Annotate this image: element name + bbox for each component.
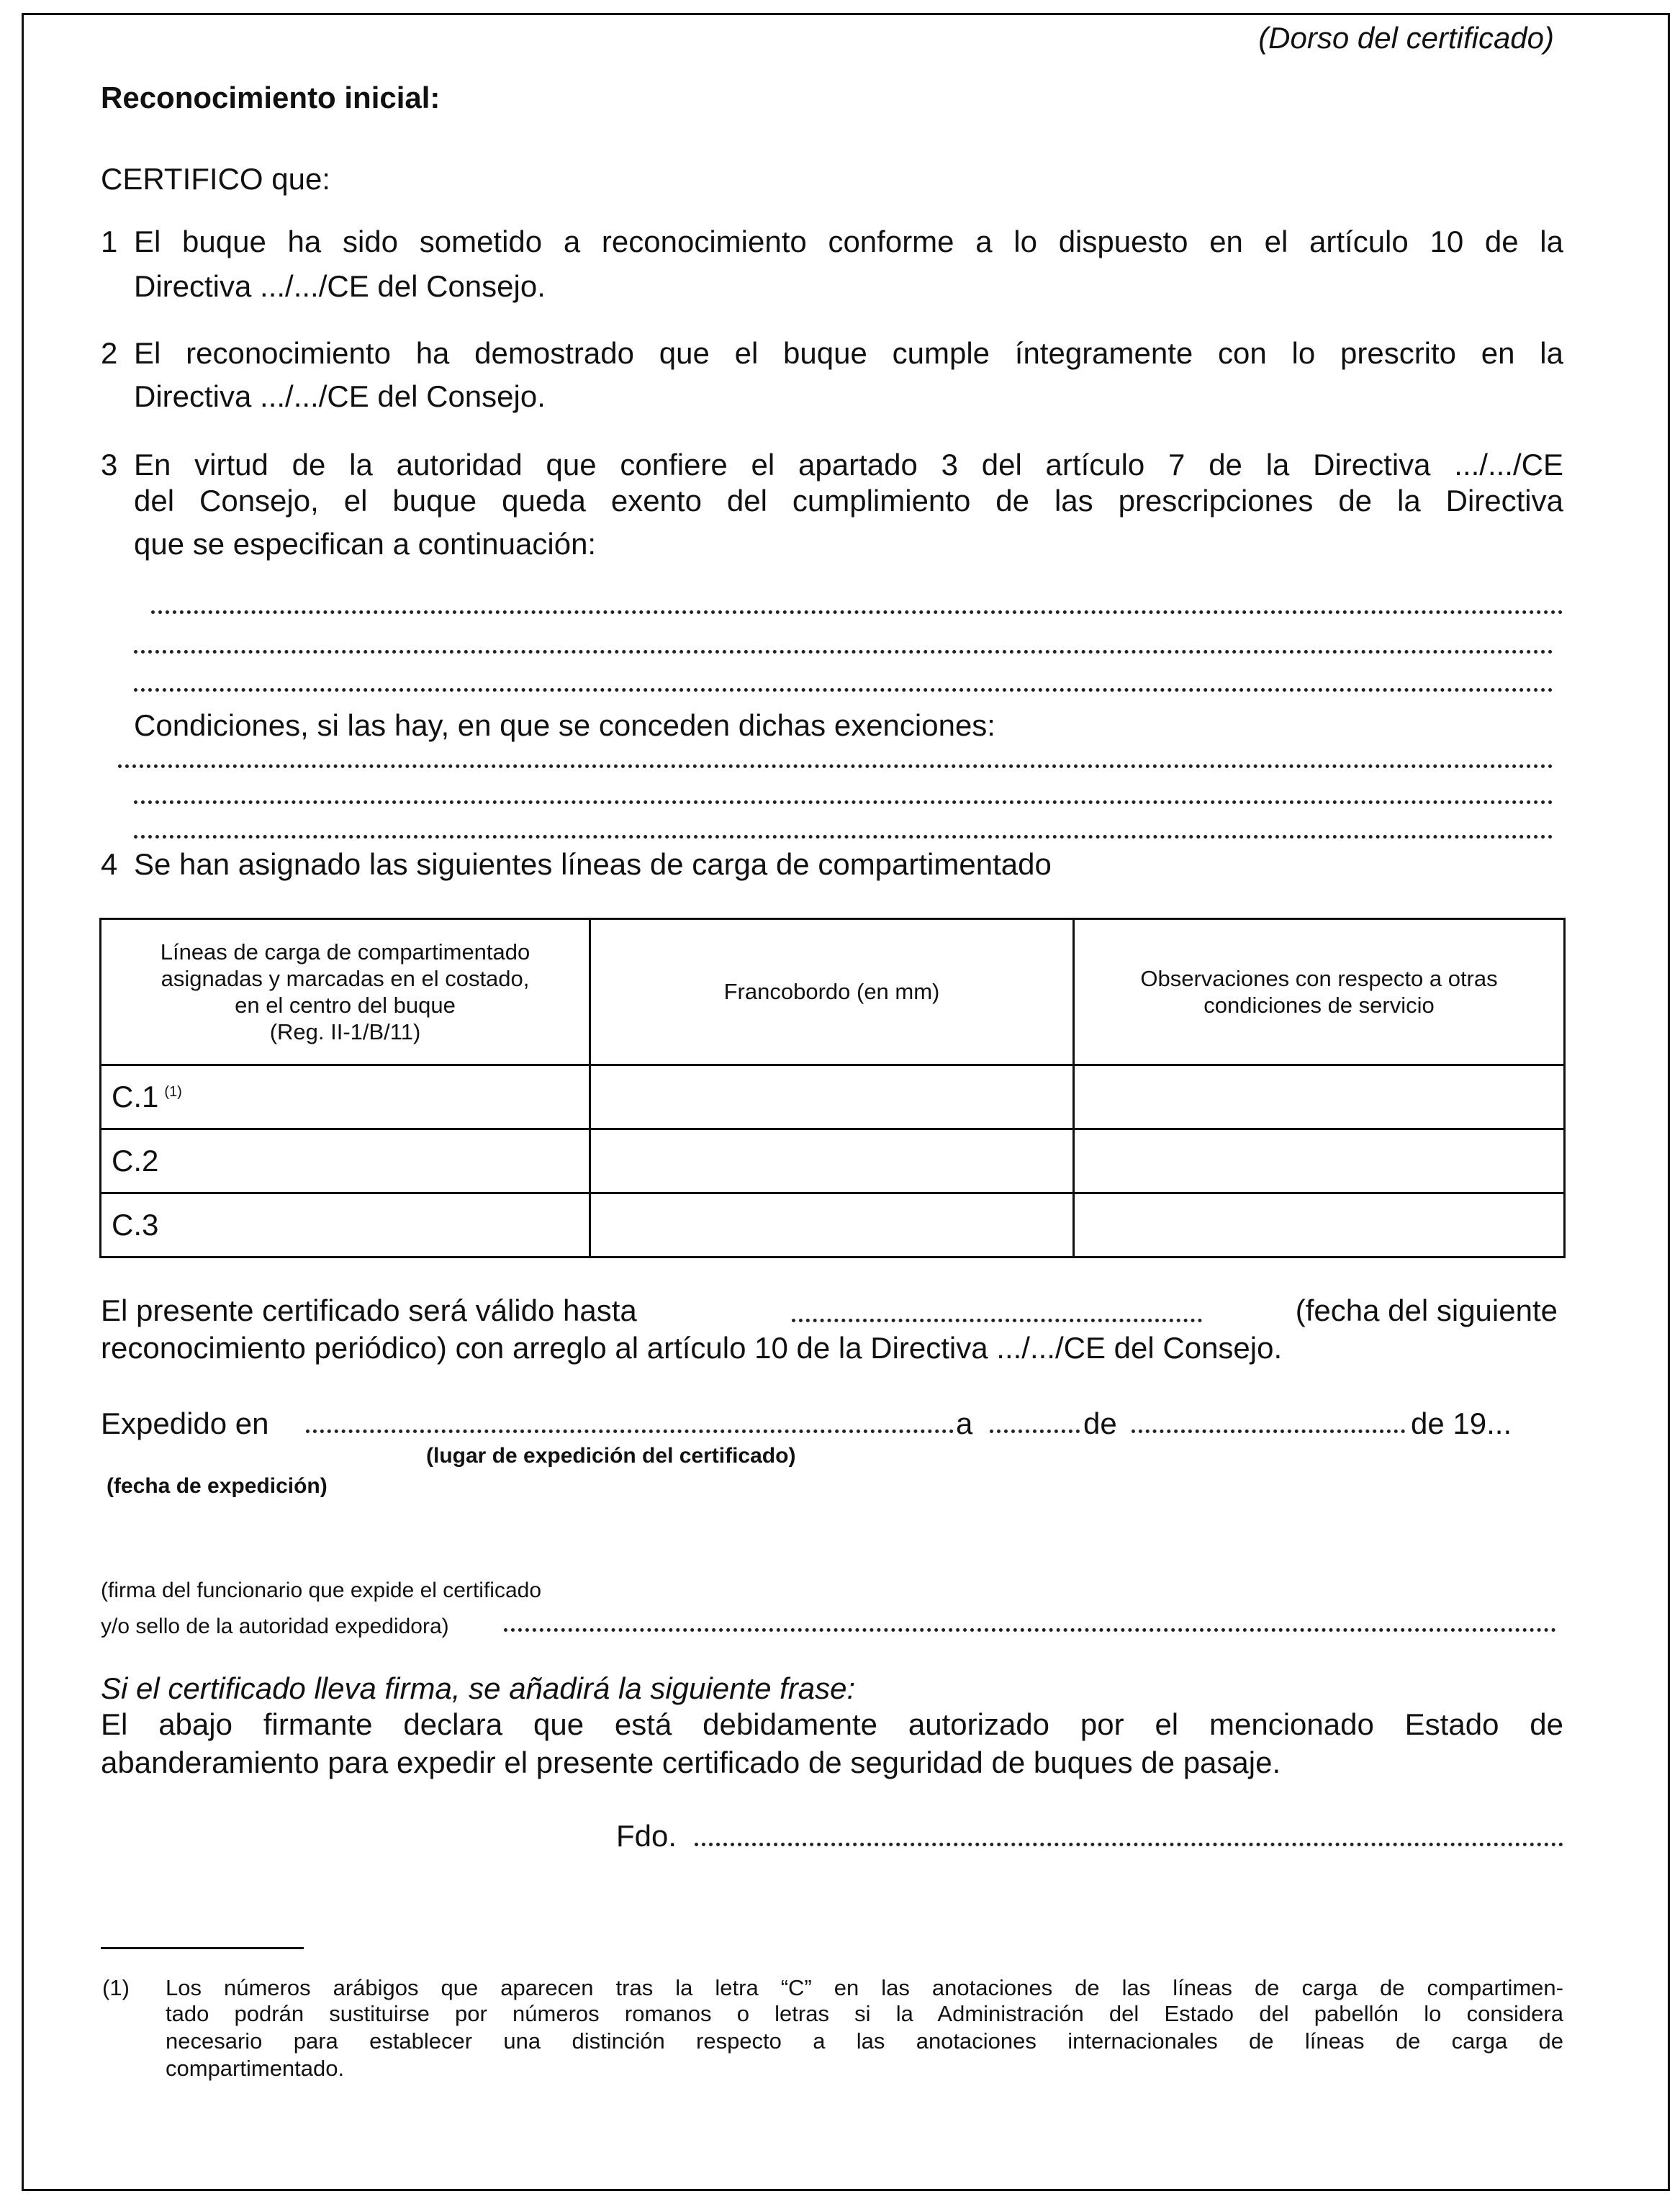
item-1-line1: El buque ha sido sometido a reconocimiento conforme a lo dispuesto en el artículo 10 de la bbox=[134, 225, 1563, 258]
row-label: C.2 bbox=[101, 1129, 590, 1193]
footnote-marker: (1) bbox=[102, 1975, 130, 2000]
exemption-dotted-line bbox=[134, 650, 1553, 654]
fdo-label: Fdo. bbox=[616, 1819, 677, 1853]
item-1-line2: Directiva .../.../CE del Consejo. bbox=[134, 269, 546, 303]
header-freeboard: Francobordo (en mm) bbox=[590, 919, 1074, 1065]
observations-cell[interactable] bbox=[1074, 1129, 1565, 1193]
issued-de: de bbox=[1083, 1406, 1117, 1440]
certify-intro: CERTIFICO que: bbox=[101, 162, 330, 196]
signature-dotted-line bbox=[504, 1628, 1556, 1632]
freeboard-cell[interactable] bbox=[590, 1129, 1074, 1193]
item-3-number: 3 bbox=[101, 448, 118, 482]
observations-cell[interactable] bbox=[1074, 1065, 1565, 1129]
issued-year: de 19... bbox=[1411, 1406, 1512, 1440]
conditions-dotted-line bbox=[134, 800, 1553, 804]
issue-month-dotted-line bbox=[1132, 1430, 1405, 1433]
exemption-dotted-line bbox=[151, 610, 1563, 614]
item-2-number: 2 bbox=[101, 336, 118, 370]
validity-line1-start: El presente certificado será válido hasta bbox=[101, 1293, 637, 1327]
fdo-dotted-line bbox=[695, 1843, 1563, 1846]
conditions-label: Condiciones, si las hay, en que se conceden dichas exenciones: bbox=[134, 708, 995, 742]
table-row bbox=[101, 1129, 1565, 1193]
item-4-number: 4 bbox=[101, 847, 118, 881]
item-3-line1: En virtud de la autoridad que confiere el apartado 3 del artículo 7 de la Directiva .../.../CE bbox=[134, 448, 1563, 482]
table-row bbox=[101, 1065, 1565, 1129]
footnote-line3: necesario para establecer una distinción respecto a las anotaciones internacionales de líneas de carga de bbox=[166, 2028, 1563, 2054]
exemption-dotted-line bbox=[134, 688, 1553, 692]
validity-line2: reconocimiento periódico) con arreglo al artículo 10 de la Directiva .../.../CE del Consejo. bbox=[101, 1331, 1283, 1365]
issued-label: Expedido en bbox=[101, 1406, 269, 1440]
signed-note-line1: El abajo firmante declara que está debidamente autorizado por el mencionado Estado de bbox=[101, 1707, 1563, 1741]
header-load-lines: Líneas de carga de compartimentado asignadas y marcadas en el costado, en el centro del buque (Reg. II-1/B/11) bbox=[101, 919, 590, 1065]
section-title: Reconocimiento inicial: bbox=[101, 81, 441, 114]
row-label: C.3 bbox=[101, 1193, 590, 1257]
table-header-row bbox=[101, 919, 1565, 1065]
footnote-reference: (1) bbox=[164, 1084, 182, 1100]
issued-a: a bbox=[956, 1406, 973, 1440]
item-2-line1: El reconocimiento ha demostrado que el buque cumple íntegramente con lo prescrito en la bbox=[134, 336, 1563, 370]
issue-day-dotted-line bbox=[990, 1430, 1080, 1433]
footnote-line2: tado podrán sustituirse por números romanos o letras si la Administración del Estado del pabellón lo considera bbox=[166, 2001, 1563, 2026]
date-caption: (fecha de expedición) bbox=[107, 1474, 328, 1498]
signed-note-line2: abanderamiento para expedir el presente certificado de seguridad de buques de pasaje. bbox=[101, 1745, 1281, 1779]
validity-line1-end: (fecha del siguiente bbox=[1295, 1293, 1558, 1327]
observations-cell[interactable] bbox=[1074, 1193, 1565, 1257]
item-2-line2: Directiva .../.../CE del Consejo. bbox=[134, 379, 546, 413]
row-label: C.1 $^{(1)}$ bbox=[101, 1065, 590, 1129]
item-4-text: Se han asignado las siguientes líneas de carga de compartimentado bbox=[134, 847, 1052, 881]
signature-caption-line1: (firma del funcionario que expide el certificado bbox=[101, 1579, 541, 1602]
page-header: (Dorso del certificado) bbox=[1258, 21, 1554, 55]
place-caption: (lugar de expedición del certificado) bbox=[426, 1444, 796, 1468]
issue-place-dotted-line bbox=[306, 1430, 954, 1433]
signed-note-intro: Si el certificado lleva firma, se añadirá la siguiente frase: bbox=[101, 1671, 856, 1705]
footnote-rule bbox=[101, 1947, 304, 1949]
footnote-line4: compartimentado. bbox=[166, 2056, 345, 2081]
freeboard-cell[interactable] bbox=[590, 1193, 1074, 1257]
freeboard-cell[interactable] bbox=[590, 1065, 1074, 1129]
conditions-dotted-line bbox=[118, 764, 1553, 768]
load-lines-table bbox=[99, 918, 1566, 1258]
validity-date-dotted-line bbox=[792, 1319, 1202, 1322]
footnote-line1: Los números arábigos que aparecen tras la letra “C” en las anotaciones de las líneas de carga de compartimen- bbox=[166, 1975, 1563, 2000]
item-3-line3: que se especifican a continuación: bbox=[134, 527, 597, 561]
item-3-line2: del Consejo, el buque queda exento del cumplimiento de las prescripciones de la Directiva bbox=[134, 484, 1563, 518]
header-observations: Observaciones con respecto a otras condiciones de servicio bbox=[1074, 919, 1565, 1065]
signature-caption-line2: y/o sello de la autoridad expedidora) bbox=[101, 1614, 449, 1638]
conditions-dotted-line bbox=[134, 835, 1553, 839]
item-1-number: 1 bbox=[101, 225, 118, 258]
table-row bbox=[101, 1193, 1565, 1257]
